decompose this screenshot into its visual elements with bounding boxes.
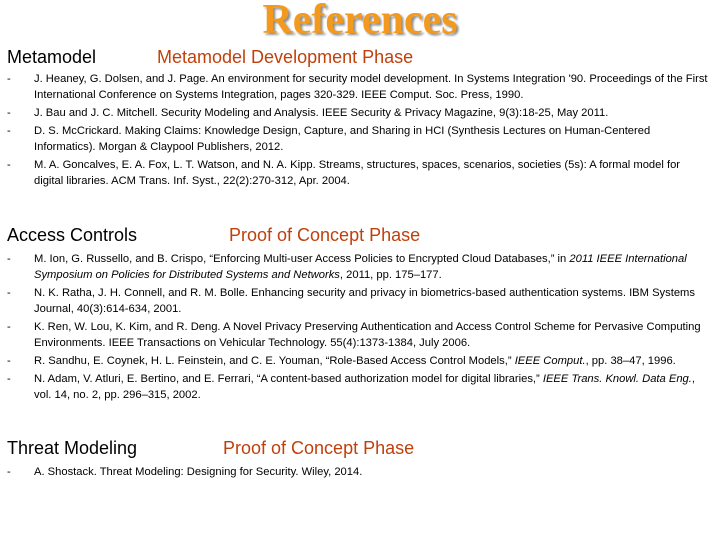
reference-item xyxy=(0,319,720,351)
phase-label: Metamodel Development Phase xyxy=(157,47,414,67)
reference-item xyxy=(0,371,720,403)
bullet-marker: - xyxy=(7,125,11,137)
reference-list-access-controls xyxy=(0,251,720,405)
reference-text: N. K. Ratha, J. H. Connell, and R. M. Bolle. Enhancing security and privacy in biometrics-based authentication systems. IBM Systems Journal, 40(3):614-634, 2001. xyxy=(34,287,695,315)
reference-item xyxy=(0,285,720,317)
reference-text: D. S. McCrickard. Making Claims: Knowledge Design, Capture, and Sharing in HCI (Synthesis Lectures on Human-Centered Informatics). Morgan & Claypool Publishers, 2012. xyxy=(34,125,651,153)
reference-text-part: R. Sandhu, E. Coynek, H. L. Feinstein, and C. E. Youman, “Role-Based Access Control Models,” xyxy=(34,355,515,367)
bullet-marker: - xyxy=(7,355,11,367)
bullet-marker: - xyxy=(7,466,11,478)
reference-text-part: N. Adam, V. Atluri, E. Bertino, and E. Ferrari, “A content-based authorization model for digital libraries,” xyxy=(34,373,543,385)
reference-text xyxy=(34,371,712,403)
section-label: Metamodel xyxy=(7,47,97,67)
reference-item xyxy=(0,251,720,283)
reference-list-metamodel xyxy=(0,71,720,191)
bullet-marker: - xyxy=(7,159,11,171)
reference-text: A. Shostack. Threat Modeling: Designing for Security. Wiley, 2014. xyxy=(34,466,363,478)
reference-venue: IEEE Trans. Knowl. Data Eng. xyxy=(542,373,692,385)
reference-text-part: , pp. 38–47, 1996. xyxy=(585,355,676,367)
section-header-threat-modeling xyxy=(0,438,720,464)
reference-item xyxy=(0,105,720,121)
reference-venue: IEEE Comput. xyxy=(514,355,586,367)
reference-venue: 2011 IEEE International Symposium on Policies for Distributed Systems and Networks xyxy=(34,253,687,281)
reference-item xyxy=(0,71,720,103)
bullet-marker: - xyxy=(7,73,11,85)
reference-text: J. Heaney, G. Dolsen, and J. Page. An environment for security model development. In Systems Integration '90. Proceedings of the First International Conference on Systems Integration, pages 320-329. IEEE Comput. Soc. Press, 1990. xyxy=(34,73,708,101)
reference-text xyxy=(34,353,712,369)
reference-item xyxy=(0,464,720,480)
reference-text: M. A. Goncalves, E. A. Fox, L. T. Watson, and N. A. Kipp. Streams, structures, spaces, scenarios, societies (5s): A formal model for digital libraries. ACM Trans. Inf. Syst., 22(2):270-312, Apr. 2004. xyxy=(34,159,681,187)
bullet-marker: - xyxy=(7,287,11,299)
section-header-metamodel xyxy=(0,47,720,73)
bullet-marker: - xyxy=(7,107,11,119)
bullet-marker: - xyxy=(7,253,11,265)
reference-item xyxy=(0,123,720,155)
phase-label: Proof of Concept Phase xyxy=(223,438,415,458)
reference-text-part: M. Ion, G. Russello, and B. Crispo, “Enforcing Multi-user Access Policies to Encrypted Cloud Databases,” in xyxy=(34,253,570,265)
reference-item xyxy=(0,157,720,189)
reference-text: J. Bau and J. C. Mitchell. Security Modeling and Analysis. IEEE Security & Privacy Magazine, 9(3):18-25, May 2011. xyxy=(34,107,609,119)
reference-text-part: , vol. 14, no. 2, pp. 296–315, 2002. xyxy=(34,373,695,401)
reference-list-threat-modeling xyxy=(0,464,720,482)
section-label: Threat Modeling xyxy=(7,438,138,458)
section-header-access-controls xyxy=(0,225,720,251)
bullet-marker: - xyxy=(7,373,11,385)
reference-text xyxy=(34,251,712,283)
bullet-marker: - xyxy=(7,321,11,333)
phase-label: Proof of Concept Phase xyxy=(229,225,421,245)
page-title: References xyxy=(262,0,458,43)
reference-text-part: , 2011, pp. 175–177. xyxy=(339,269,442,281)
reference-text: K. Ren, W. Lou, K. Kim, and R. Deng. A Novel Privacy Preserving Authentication and Access Control Scheme for Pervasive Computing Environments. IEEE Transactions on Vehicular Technology. 55(4):1373-1384, July 2006. xyxy=(34,321,701,349)
reference-item xyxy=(0,353,720,369)
section-label: Access Controls xyxy=(7,225,138,245)
